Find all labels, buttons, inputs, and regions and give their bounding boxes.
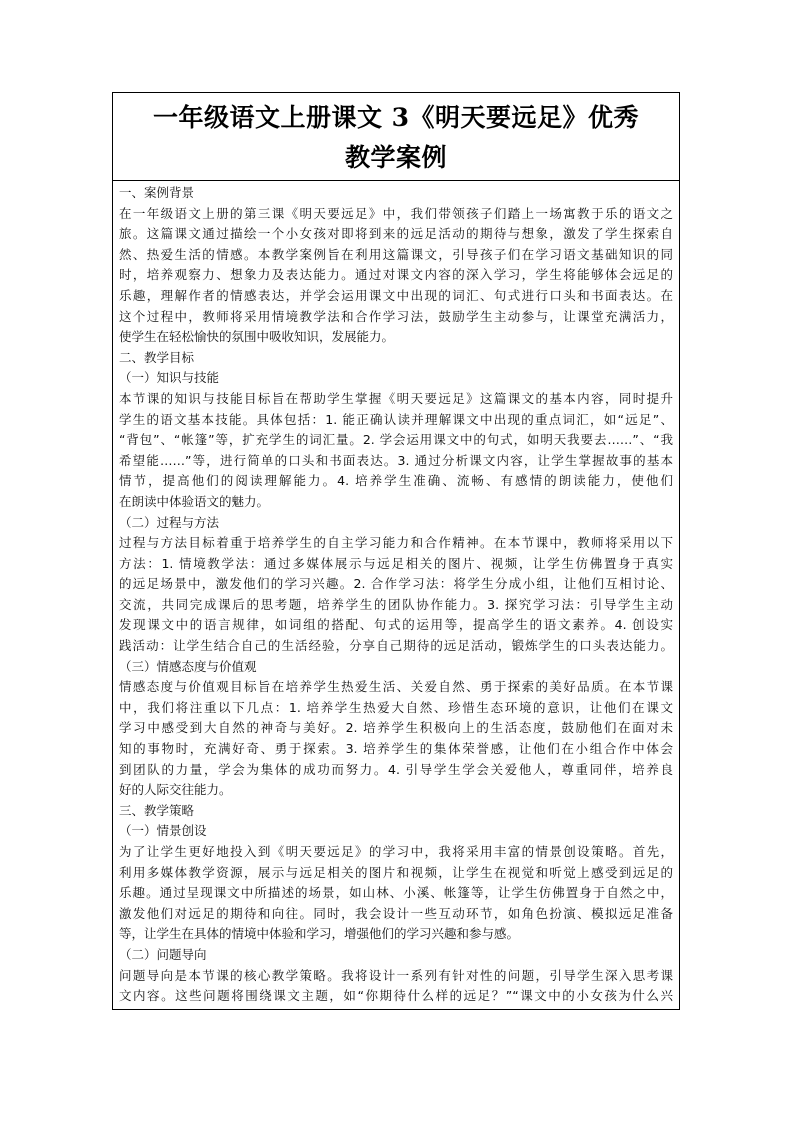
body-text-line: 方法：1. 情境教学法：通过多媒体展示与远足相关的图片、视频，让学生仿佛置身于真实 (119, 555, 673, 571)
body-text-line: 使学生在轻松愉快的氛围中吸收知识，发展能力。 (119, 329, 395, 345)
body-text-line: 学生的语文基本技能。具体包括：1. 能正确认读并理解课文中出现的重点词汇，如“远足”、 (119, 411, 673, 427)
body-text-line: 为了让学生更好地投入到《明天要远足》的学习中，我将采用丰富的情景创设策略。首先， (119, 844, 673, 859)
body-text-line: 这个过程中，教师将采用情境教学法和合作学习法，鼓励学生主动参与，让课堂充满活力， (119, 308, 673, 324)
section-heading: （一）情景创设 (119, 823, 207, 839)
body-text-line: “背包”、“帐篷”等，扩充学生的词汇量。2. 学会运用课文中的句式，如明天我要去……”、“我 (119, 432, 673, 448)
body-text-line: 情节，提高他们的阅读理解能力。4. 培养学生准确、流畅、有感情的朗读能力，使他们 (119, 473, 673, 489)
body-text-line: 发现课文中的语言规律，如词组的搭配、句式的运用等，提高学生的语文素养。4. 创设实 (119, 617, 673, 633)
document-title-line-2: 教学案例 (344, 142, 447, 172)
body-text-line: 激发他们对远足的期待和向往。同时，我会设计一些互动环节，如角色扮演、模拟远足准备 (119, 905, 673, 921)
body-text-line: 到团队的力量，学会为集体的成功而努力。4. 引导学生学会关爱他人，尊重同伴，培养良 (119, 761, 673, 777)
document-table (112, 92, 680, 1010)
body-text-line: 时，培养观察力、想象力及表达能力。通过对课文内容的深入学习，学生将能够体会远足的 (119, 267, 673, 283)
body-text-line: 文内容。这些问题将围绕课文主题，如“你期待什么样的远足？”“课文中的小女孩为什么兴 (119, 988, 673, 1004)
body-text-line: 乐趣，理解作者的情感表达，并学会运用课文中出现的词汇、句式进行口头和书面表达。在 (119, 287, 673, 303)
section-heading: （一）知识与技能 (119, 370, 220, 386)
section-heading: 二、教学目标 (119, 349, 195, 365)
document-title-line-1: 一年级语文上册课文 3《明天要远足》优秀 (152, 102, 640, 132)
body-text-line: 本节课的知识与技能目标旨在帮助学生掌握《明天要远足》这篇课文的基本内容，同时提升 (119, 390, 673, 406)
body-text-line: 问题导向是本节课的核心教学策略。我将设计一系列有针对性的问题，引导学生深入思考课 (119, 967, 673, 983)
body-cell (113, 181, 679, 1007)
section-heading: （二）问题导向 (119, 946, 207, 962)
body-text-line: 等，让学生在具体的情境中体验和学习，增强他们的学习兴趣和参与感。 (119, 926, 520, 942)
body-text-line: 在一年级语文上册的第三课《明天要远足》中，我们带领孩子们踏上一场寓教于乐的语文之 (119, 205, 673, 221)
section-heading: 一、案例背景 (119, 185, 195, 200)
body-text-line: 学习中感受到大自然的神奇与美好。2. 培养学生积极向上的生活态度，鼓励他们在面对未 (119, 720, 673, 736)
body-text-line: 交流，共同完成课后的思考题，培养学生的团队协作能力。3. 探究学习法：引导学生主动 (119, 596, 673, 612)
body-text-line: 过程与方法目标着重于培养学生的自主学习能力和合作精神。在本节课中，教师将采用以下 (119, 535, 673, 551)
body-text-line: 中，我们将注重以下几点：1. 培养学生热爱大自然、珍惜生态环境的意识，让他们在课文 (119, 699, 673, 715)
body-text-line: 利用多媒体教学资源，展示与远足相关的图片和视频，让学生在视觉和听觉上感受到远足的 (119, 864, 673, 880)
section-heading: 三、教学策略 (119, 802, 195, 818)
section-heading: （三）情感态度与价值观 (119, 658, 257, 674)
title-cell (113, 93, 679, 181)
body-text-line: 的远足场景中，激发他们的学习兴趣。2. 合作学习法：将学生分成小组，让他们互相讨论、 (119, 576, 673, 592)
body-text-line: 好的人际交往能力。 (119, 782, 232, 798)
body-text-line: 希望能……”等，进行简单的口头和书面表达。3. 通过分析课文内容，让学生掌握故事的基本 (119, 452, 673, 468)
body-text-line: 践活动：让学生结合自己的生活经验，分享自己期待的远足活动，锻炼学生的口头表达能力。 (119, 638, 673, 654)
body-text-line: 旅。这篇课文通过描绘一个小女孩对即将到来的远足活动的期待与想象，激发了学生探索自 (119, 226, 673, 242)
body-text-line: 在朗读中体验语文的魅力。 (119, 493, 270, 509)
body-text-line: 乐趣。通过呈现课文中所描述的场景，如山林、小溪、帐篷等，让学生仿佛置身于自然之中， (119, 885, 673, 901)
body-text-line: 知的事物时，充满好奇、勇于探索。3. 培养学生的集体荣誉感，让他们在小组合作中体会 (119, 741, 673, 757)
section-heading: （二）过程与方法 (119, 514, 220, 530)
body-text-line: 情感态度与价值观目标旨在培养学生热爱生活、关爱自然、勇于探索的美好品质。在本节课 (119, 679, 673, 695)
body-text-line: 然、热爱生活的情感。本教学案例旨在利用这篇课文，引导孩子们在学习语文基础知识的同 (119, 246, 673, 262)
